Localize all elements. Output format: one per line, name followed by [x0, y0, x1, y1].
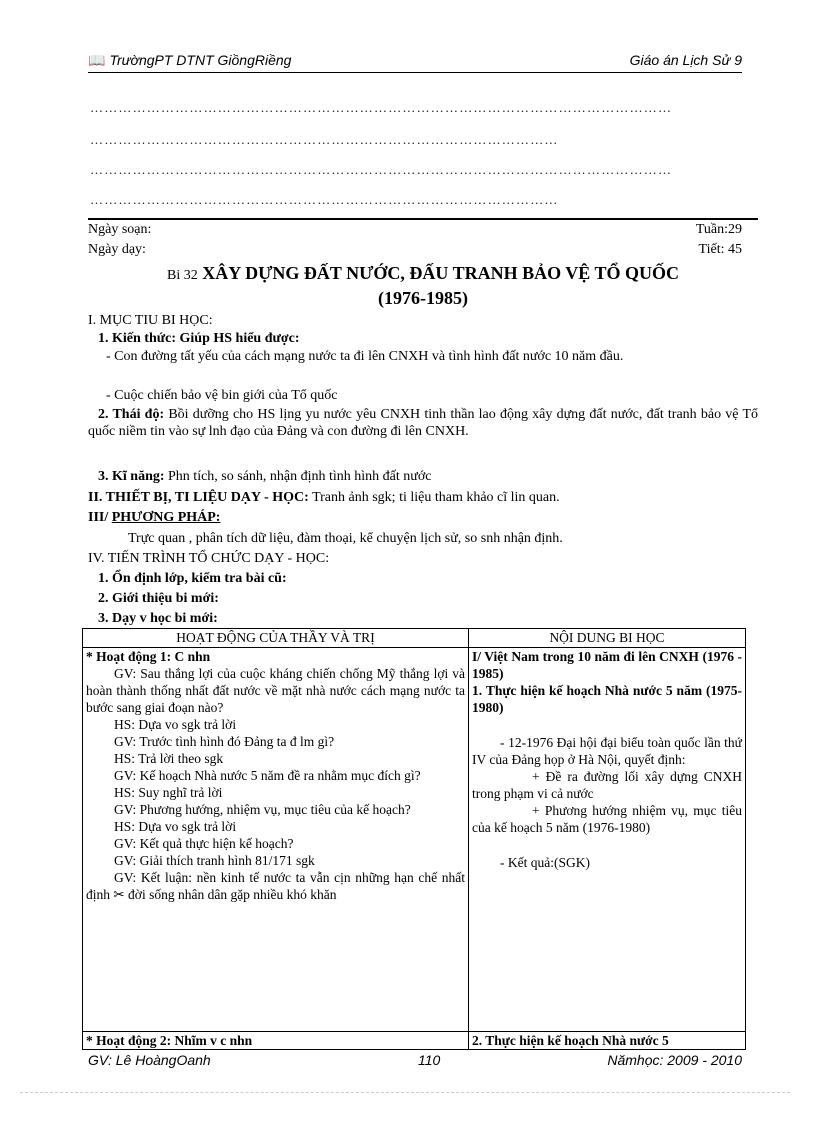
school-name: 📖 TrườngPT DTNT GiồngRiềng [88, 52, 292, 68]
page-edge [20, 1092, 790, 1093]
skills-label: 3. Kĩ năng: [98, 469, 165, 484]
lesson-years: (1976-1985) [378, 288, 468, 308]
content-heading-2: 1. Thực hiện kế hoạch Nhà nước 5 năm (1975-1980) [472, 683, 742, 715]
teacher-name: GV: Lê HoàngOanh [88, 1052, 211, 1068]
methods-label: III/ [88, 510, 109, 525]
skills-text: Phn tích, so sánh, nhận định tình hình đất nước [168, 469, 432, 484]
page-header [88, 50, 742, 73]
section-knowledge: 1. Kiến thức: Giúp HS hiểu được: [98, 331, 300, 346]
section-methods [88, 509, 758, 526]
section-objectives: I. MỤC TIU BI HỌC: [88, 313, 213, 328]
activity-line: GV: Sau thắng lợi của cuộc kháng chiến chống Mỹ thắng lợi và hoàn thành thống nhất đất nước về mặt nhà nước cách mạng nước ta bước sang giai đoạn nào? [86, 666, 465, 715]
section-attitude [88, 406, 758, 440]
activity-line: GV: Giải thích tranh hình 81/171 sgk [114, 853, 315, 868]
section-skills [88, 468, 758, 485]
subject-name: Giáo án Lịch Sử 9 [629, 52, 742, 68]
activities-cell-2 [83, 1032, 469, 1050]
activity-line: HS: Suy nghĩ trả lời [114, 785, 223, 800]
activity-line: GV: Trước tình hình đó Đảng ta đ lm gì? [114, 734, 335, 749]
divider [88, 218, 758, 220]
content-cell-2 [469, 1032, 746, 1050]
attitude-text: Bồi dưỡng cho HS lịng yu nước yêu CNXH tinh thần lao động xây dựng đất nước, đất tranh bảo vệ Tổ quốc niềm tin vào sự lnh đạo của Đảng và con đường đi lên CNXH. [88, 407, 759, 439]
content-line: + Đề ra đường lối xây dựng CNXH trong phạm vi cả nước [472, 769, 742, 801]
content-cell [469, 648, 746, 1032]
methods-text: Trực quan , phân tích dữ liệu, đàm thoại, kể chuyện lịch sử, so snh nhận định. [128, 531, 563, 546]
knowledge-item-2: - Cuộc chiến bảo vệ bin giới của Tổ quốc [106, 388, 338, 403]
section-equipment [88, 489, 758, 506]
dotted-line: …………………………………………………………………………………………………………… [90, 100, 673, 115]
activity-line: HS: Dựa vo sgk trả lời [114, 717, 237, 732]
process-step-2: 2. Giới thiệu bi mới: [98, 591, 219, 606]
activity-1-title: * Hoạt động 1: C nhn [86, 649, 211, 664]
activity-line: GV: Kết quả thực hiện kế hoạch? [114, 836, 294, 851]
ngay-day: Ngày dạy: [88, 242, 146, 257]
col-header-activities: HOẠT ĐỘNG CỦA THẦY VÀ TRỊ [83, 629, 469, 648]
dotted-line: …………………………………………………………………………………………………………… [90, 162, 673, 177]
dotted-line: ……………………………………………………………………………………… [90, 132, 559, 147]
activities-cell [83, 648, 469, 1032]
content-line: + Phương hướng nhiệm vụ, mục tiêu của kế hoạch 5 năm (1976-1980) [472, 803, 742, 835]
activity-line: GV: Phương hướng, nhiệm vụ, mục tiêu của kế hoạch? [114, 802, 411, 817]
content-heading-1: I/ Việt Nam trong 10 năm đi lên CNXH (1976 - 1985) [472, 649, 742, 681]
content-heading-3: 2. Thực hiện kế hoạch Nhà nước 5 [472, 1033, 669, 1048]
methods-title: PHƯƠNG PHÁP: [111, 510, 221, 525]
process-step-1: 1. Ổn định lớp, kiểm tra bài cũ: [98, 571, 287, 586]
lesson-title-text: XÂY DỰNG ĐẤT NƯỚC, ĐẤU TRANH BẢO VỆ TỔ QUỐC [202, 263, 679, 283]
knowledge-item-1: - Con đường tất yếu của cách mạng nước ta đi lên CNXH và tình hình đất nước 10 năm đầu. [106, 349, 624, 364]
tuan: Tuần:29 [695, 222, 742, 237]
lesson-table [82, 628, 746, 1050]
equipment-label: II. THIẾT BỊ, TI LIỆU DẠY - HỌC: [88, 490, 309, 505]
activity-line: HS: Trả lời theo sgk [114, 751, 224, 766]
activity-2-title: * Hoạt động 2: Nhĩm v c nhn [86, 1033, 253, 1048]
content-line: - Kết quả:(SGK) [500, 855, 590, 870]
tiet: Tiết: 45 [698, 242, 742, 257]
attitude-label: 2. Thái độ: [98, 407, 165, 422]
col-header-content: NỘI DUNG BI HỌC [469, 629, 746, 648]
ngay-soan: Ngày soạn: [88, 222, 152, 237]
process-step-3: 3. Dạy v học bi mới: [98, 611, 218, 626]
school-year: Nămhọc: 2009 - 2010 [607, 1052, 742, 1068]
activity-line: GV: Kế hoạch Nhà nước 5 năm đề ra nhằm mục đích gì? [114, 768, 421, 783]
lesson-number: Bi 32 [167, 268, 198, 283]
page-number: 110 [418, 1052, 441, 1068]
equipment-text: Tranh ảnh sgk; ti liệu tham khảo cĩ lin quan. [312, 490, 560, 505]
book-icon: 📖 [88, 52, 106, 68]
activity-line: GV: Kết luận: nền kinh tế nước ta vẫn cịn những hạn chế nhất định ✂ đời sống nhân dân gặp nhiều khó khăn [86, 870, 465, 902]
dotted-line: ……………………………………………………………………………………… [90, 192, 559, 207]
content-line: - 12-1976 Đại hội đại biểu toàn quốc lần thứ IV của Đảng họp ở Hà Nội, quyết định: [472, 735, 742, 767]
activity-line: HS: Dựa vo sgk trả lời [114, 819, 237, 834]
section-process: IV. TIẾN TRÌNH TỔ CHỨC DẠY - HỌC: [88, 551, 330, 566]
lesson-title [88, 262, 758, 287]
